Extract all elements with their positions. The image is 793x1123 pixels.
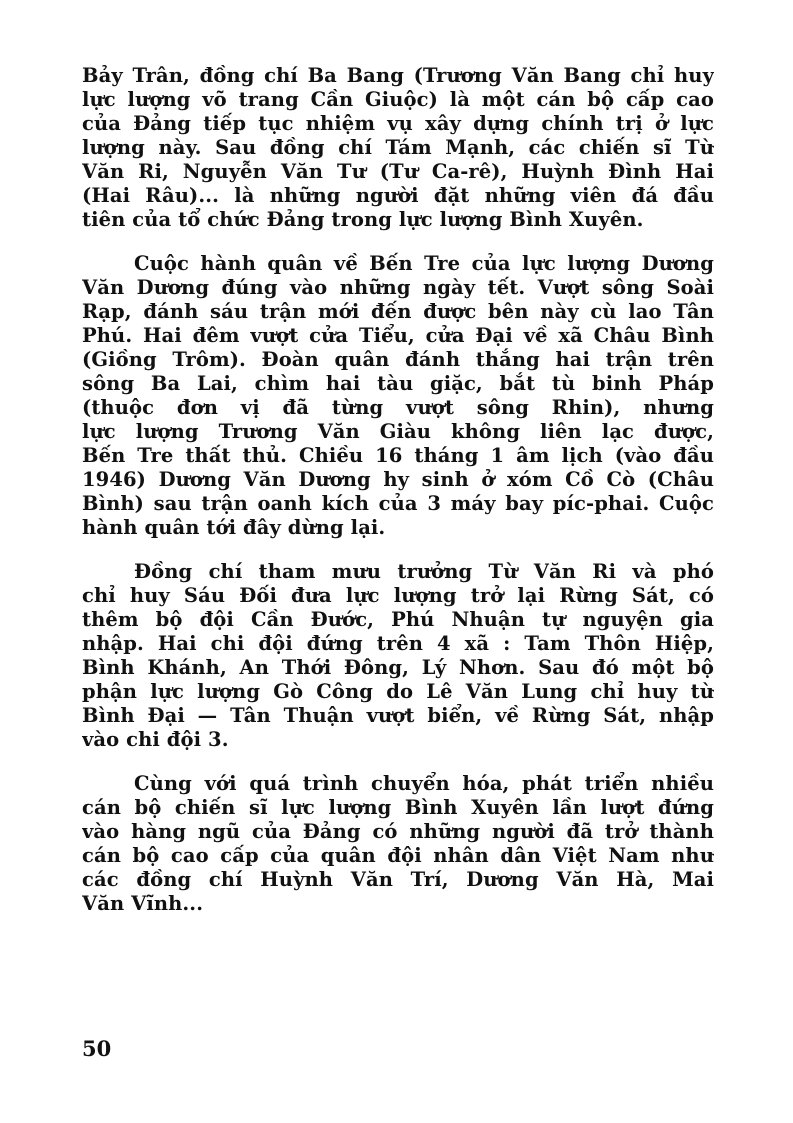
paragraph-4: [82, 772, 714, 916]
text-line: thêm bộ đội Cần Đước, Phú Nhuận tự nguyện gia: [82, 608, 714, 631]
text-line: Bình) sau trận oanh kích của 3 máy bay píc-phai. Cuộc: [82, 492, 714, 515]
text-line: cán bộ cao cấp của quân đội nhân dân Việt Nam như: [82, 844, 714, 867]
text-line: lượng này. Sau đồng chí Tám Mạnh, các chiến sĩ Từ: [82, 136, 714, 159]
text-line: (thuộc đơn vị đã từng vượt sông Rhin), nhưng: [82, 396, 714, 419]
text-line: (Hai Râu)... là những người đặt những viên đá đầu: [82, 184, 714, 207]
text-line: chỉ huy Sáu Đối đưa lực lượng trở lại Rừng Sát, có: [82, 584, 714, 607]
text-line: vào hàng ngũ của Đảng có những người đã trở thành: [82, 820, 714, 843]
text-line: lực lượng Trương Văn Giàu không liên lạc được,: [82, 420, 714, 443]
text-line: 1946) Dương Văn Dương hy sinh ở xóm Cồ Cò (Châu: [82, 468, 714, 491]
text-line: Bến Tre thất thủ. Chiều 16 tháng 1 âm lịch (vào đầu: [82, 444, 714, 467]
text-line: Văn Dương đúng vào những ngày tết. Vượt sông Soài: [82, 276, 714, 299]
text-line: Bảy Trân, đồng chí Ba Bang (Trương Văn Bang chỉ huy: [82, 64, 714, 87]
text-line: Cuộc hành quân về Bến Tre của lực lượng Dương: [134, 252, 714, 275]
text-line: vào chi đội 3.: [82, 728, 229, 751]
text-line: Văn Vĩnh...: [82, 892, 204, 915]
text-line: Bình Đại — Tân Thuận vượt biển, về Rừng Sát, nhập: [82, 704, 714, 727]
paragraph-3: [82, 560, 714, 752]
text-line: sông Ba Lai, chìm hai tàu giặc, bắt tù binh Pháp: [82, 372, 714, 395]
paragraph-2: [82, 252, 714, 540]
book-page-text: [82, 64, 714, 916]
text-line: hành quân tới đây dừng lại.: [82, 516, 386, 539]
paragraph-1: [82, 64, 714, 232]
page-number: 50: [82, 1036, 112, 1061]
text-line: các đồng chí Huỳnh Văn Trí, Dương Văn Hà, Mai: [82, 868, 714, 891]
paragraph-gap: [82, 752, 714, 772]
text-line: Đồng chí tham mưu trưởng Từ Văn Ri và phó: [134, 560, 714, 583]
text-line: (Giồng Trôm). Đoàn quân đánh thắng hai trận trên: [82, 348, 714, 371]
text-line: Bình Khánh, An Thới Đông, Lý Nhơn. Sau đó một bộ: [82, 656, 714, 679]
paragraph-gap: [82, 540, 714, 560]
text-line: phận lực lượng Gò Công do Lê Văn Lung chỉ huy từ: [82, 680, 714, 703]
text-line: nhập. Hai chi đội đứng trên 4 xã : Tam Thôn Hiệp,: [82, 632, 714, 655]
text-line: cán bộ chiến sĩ lực lượng Bình Xuyên lần lượt đứng: [82, 796, 714, 819]
text-line: Rạp, đánh sáu trận mới đến được bên này cù lao Tân: [82, 300, 714, 323]
text-line: lực lượng võ trang Cần Giuộc) là một cán bộ cấp cao: [82, 88, 714, 111]
text-line: của Đảng tiếp tục nhiệm vụ xây dựng chính trị ở lực: [82, 112, 714, 135]
text-line: tiên của tổ chức Đảng trong lực lượng Bình Xuyên.: [82, 208, 644, 231]
text-line: Cùng với quá trình chuyển hóa, phát triển nhiều: [134, 772, 714, 795]
text-line: Phú. Hai đêm vượt cửa Tiểu, cửa Đại về xã Châu Bình: [82, 324, 714, 347]
paragraph-gap: [82, 232, 714, 252]
text-line: Văn Ri, Nguyễn Văn Tư (Tư Ca-rê), Huỳnh Đình Hai: [82, 160, 714, 183]
